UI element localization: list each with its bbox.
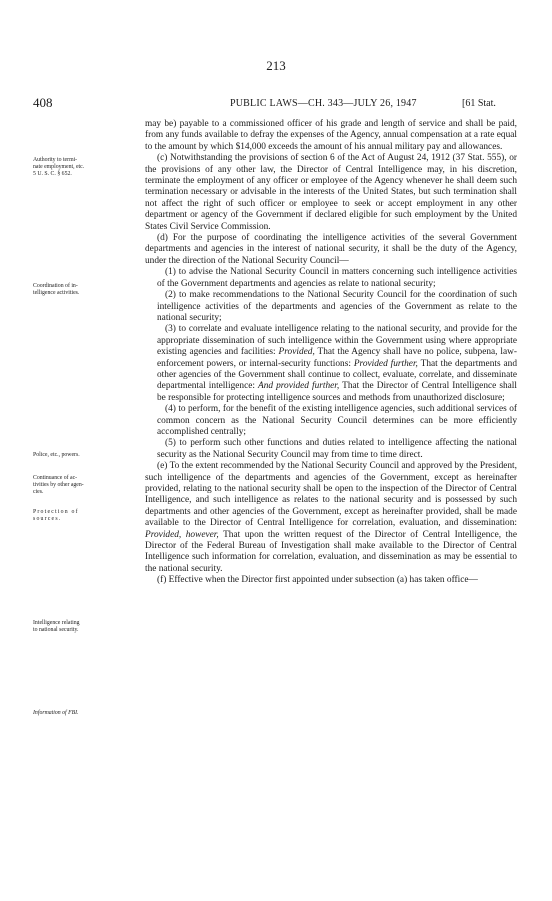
margin-note-line: Continuance of ac-	[33, 475, 78, 481]
margin-note-line: nate employment, etc.	[33, 164, 85, 170]
clause-3-text: That the Director of Central Intelligence shall be responsible for protecting intelligence sources and methods from unauthorized disclosure;	[157, 381, 517, 403]
margin-note-intelligence	[33, 620, 125, 634]
paragraph-e-text: That upon the written request of the Director of Central Intelligence, the Director of the Federal Bureau of Investigation shall make available to the Director of Central Intelligence such information for correlation, evaluation, and dissemination as may be essential to the national security.	[145, 529, 517, 574]
margin-note-line: Coordination of in-	[33, 283, 78, 289]
paragraph-d: (d) For the purpose of coordinating the intelligence activities of the several Government departments and agencies in the interest of national security, it shall be the duty of the Agency, under the direction of the National Security Council—	[145, 233, 517, 266]
page-number: 408	[33, 95, 53, 110]
margin-note-protection	[33, 509, 125, 523]
margin-note-line: sources.	[33, 516, 62, 522]
clause-5: (5) to perform such other functions and duties related to intelligence affecting the national security as the National Security Council may from time to time direct.	[157, 438, 517, 460]
clause-1: (1) to advise the National Security Council in matters concerning such intelligence activities of the Government departments and agencies as relate to national security;	[157, 267, 517, 289]
margin-note-coordination	[33, 283, 125, 297]
clause-2: (2) to make recommendations to the National Security Council for the coordination of such intelligence activities of the departments and agencies of the Government as relate to the national security;	[157, 290, 517, 323]
volume-reference: [61 Stat.	[462, 98, 496, 109]
proviso: Provided, however,	[145, 529, 219, 540]
clause-3	[145, 324, 517, 404]
clause-3-text: That the departments and other agencies of the Government shall continue to collect, evaluate, correlate, and disseminate departmental intelligence:	[157, 358, 517, 392]
margin-note-line: Protection of	[33, 509, 79, 515]
stamp-number: 213	[266, 58, 286, 73]
margin-note-line: Intelligence relating	[33, 620, 80, 626]
body-text	[145, 119, 517, 587]
margin-note-line: cies.	[33, 489, 44, 495]
paragraph-continuation: may be) payable to a commissioned officer of his grade and length of service and shall be paid, from any funds available to defray the expenses of the Agency, annual compensation at a rate equal to the amount by which $14,000 exceeds the amount of his annual military pay and allowances.	[145, 119, 517, 152]
margin-note-line: tivities by other agen-	[33, 482, 84, 488]
proviso: Provided,	[278, 347, 315, 358]
clause-3-text: (3) to correlate and evaluate intelligence relating to the national security, and provide for the appropriate dissemination of such intelligence within the Government using where appropriate existing agencies and facilities:	[157, 324, 517, 358]
paragraph-c: (c) Notwithstanding the provisions of section 6 of the Act of August 24, 1912 (37 Stat. 555), or the provisions of any other law, the Director of Central Intelligence may, in his discretion, terminate the employment of any officer or employee of the Agency whenever he shall deem such termination necessary or advisable in the interests of the United States, but such termination shall not affect the right of such officer or employee to seek or accept employment in any other department or agency of the Government if declared eligible for such employment by the United States Civil Service Commission.	[145, 153, 517, 232]
proviso: Provided further,	[353, 358, 418, 369]
margin-note-continuance	[33, 475, 125, 496]
paragraph-e	[145, 461, 517, 575]
margin-note-line: to national security.	[33, 627, 79, 633]
paragraph-e-text: (e) To the extent recommended by the National Security Council and approved by the President, such intelligence of the departments and agencies of the Government, except as hereinafter provided, relating to the national security shall be open to the inspection of the Director of Central Intelligence, and such intelligence as relates to the national security and is possessed by such departments and other agencies of the Government, except as hereinafter provided, shall be made available to the Director of Central Intelligence for correlation, evaluation, and dissemination:	[145, 461, 517, 529]
margin-note-line: Police, etc., powers.	[33, 452, 80, 458]
clause-4: (4) to perform, for the benefit of the existing intelligence agencies, such additional services of common concern as the National Security Council determines can be more efficiently accomplished centrally;	[157, 404, 517, 437]
margin-note-line: Information of FBI.	[33, 710, 79, 716]
margin-note-line: 5 U. S. C. § 652.	[33, 171, 72, 177]
margin-note-fbi	[33, 710, 125, 717]
paragraph-f: (f) Effective when the Director first appointed under subsection (a) has taken office—	[157, 575, 478, 586]
running-title: PUBLIC LAWS—CH. 343—JULY 26, 1947	[230, 98, 417, 109]
margin-note-line: telligence activities.	[33, 290, 80, 296]
margin-note-line: Authority to termi-	[33, 157, 78, 163]
proviso: And provided further,	[258, 381, 340, 392]
margin-note-termination	[33, 157, 125, 178]
clause-3-text: That the Agency shall have no police, subpena, law-enforcement powers, or internal-security functions:	[157, 347, 517, 369]
margin-note-police-powers	[33, 452, 125, 459]
